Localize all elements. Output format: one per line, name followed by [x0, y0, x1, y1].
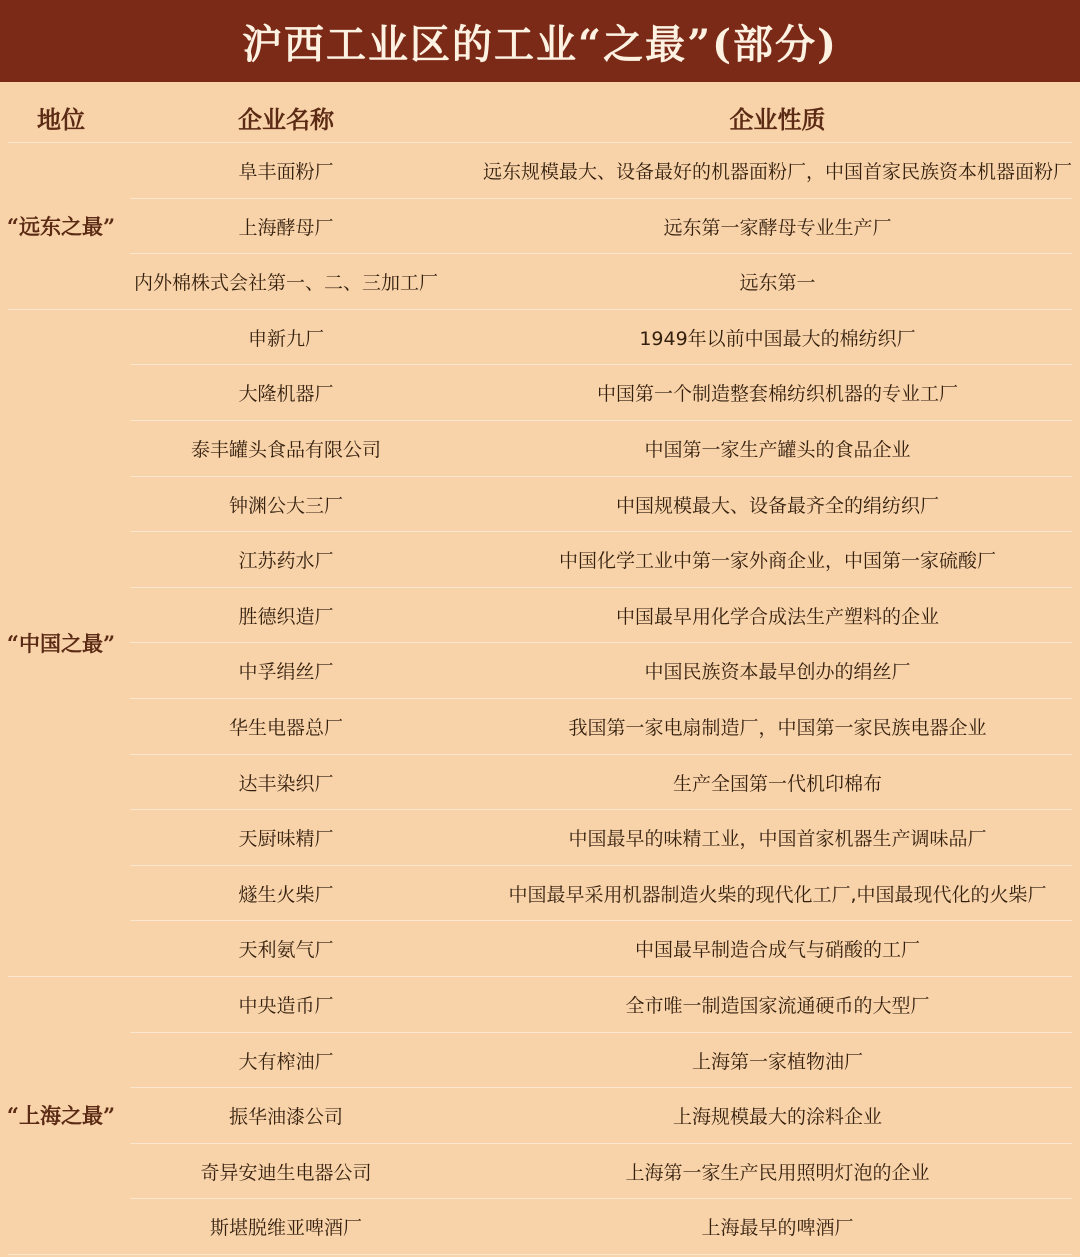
table-row [0, 920, 1080, 976]
table-row [0, 1143, 1080, 1199]
rank-group-label: “远东之最” [6, 213, 116, 239]
group-divider [8, 1254, 1072, 1255]
table-row [0, 364, 1080, 420]
table-row [0, 809, 1080, 865]
header-company-name: 企业名称 [238, 104, 334, 134]
company-name-cell: 申新九厂 [247, 327, 324, 350]
company-name-cell: 奇异安迪生电器公司 [200, 1161, 372, 1184]
company-nature-cell: 中国第一家生产罐头的食品企业 [644, 438, 911, 461]
company-name-cell: 天厨味精厂 [238, 827, 334, 850]
company-name-cell: 胜德织造厂 [238, 605, 334, 628]
company-nature-cell: 中国最早制造合成气与硝酸的工厂 [634, 938, 920, 961]
company-nature-cell: 远东第一 [739, 271, 816, 294]
header-company-nature: 企业性质 [729, 104, 826, 134]
table-row [0, 1032, 1080, 1088]
table-row [0, 698, 1080, 754]
company-nature-cell: 中国最早采用机器制造火柴的现代化工厂,中国最现代化的火柴厂 [508, 883, 1047, 906]
rank-group-label: “上海之最” [6, 1103, 116, 1128]
company-name-cell: 斯堪脱维亚啤酒厂 [209, 1216, 362, 1239]
table-row [0, 754, 1080, 810]
company-nature-cell: 远东规模最大、设备最好的机器面粉厂，中国首家民族资本机器面粉厂 [482, 160, 1072, 183]
table-row [0, 531, 1080, 587]
company-name-cell: 泰丰罐头食品有限公司 [190, 438, 381, 461]
company-nature-cell: 中国化学工业中第一家外商企业，中国第一家硫酸厂 [558, 549, 996, 572]
table-row [0, 1087, 1080, 1143]
company-name-cell: 江苏药水厂 [238, 549, 334, 572]
company-name-cell: 大隆机器厂 [238, 382, 334, 405]
company-name-cell: 阜丰面粉厂 [238, 160, 334, 183]
company-nature-cell: 上海规模最大的涂料企业 [672, 1105, 882, 1128]
company-name-cell: 中孚绢丝厂 [238, 660, 334, 683]
company-nature-cell: 上海最早的啤酒厂 [701, 1216, 854, 1239]
company-nature-cell: 我国第一家电扇制造厂，中国第一家民族电器企业 [568, 716, 987, 739]
table-row [0, 142, 1080, 198]
company-nature-cell: 中国第一个制造整套棉纺织机器的专业工厂 [596, 382, 958, 405]
table-row [0, 476, 1080, 532]
header-rank: 地位 [37, 104, 85, 134]
company-name-cell: 钟渊公大三厂 [228, 494, 343, 517]
table-row [0, 865, 1080, 921]
table-row [0, 587, 1080, 643]
company-nature-cell: 中国规模最大、设备最齐全的绢纺织厂 [615, 494, 939, 517]
company-nature-cell: 中国最早用化学合成法生产塑料的企业 [615, 605, 939, 628]
table-row [0, 420, 1080, 476]
table-row [0, 642, 1080, 698]
table-row [0, 1198, 1080, 1254]
title-banner [0, 0, 1080, 82]
company-name-cell: 上海酵母厂 [238, 216, 334, 239]
company-name-cell: 中央造币厂 [238, 994, 334, 1017]
company-name-cell: 天利氨气厂 [238, 938, 334, 961]
company-name-cell: 振华油漆公司 [228, 1105, 343, 1128]
table-row [0, 198, 1080, 254]
company-nature-cell: 全市唯一制造国家流通硬币的大型厂 [625, 994, 930, 1017]
table-row [0, 253, 1080, 309]
company-nature-cell: 上海第一家生产民用照明灯泡的企业 [625, 1161, 930, 1184]
company-name-cell: 达丰染织厂 [238, 772, 334, 795]
company-nature-cell: 上海第一家植物油厂 [691, 1050, 863, 1073]
company-nature-cell: 生产全国第一代机印棉布 [672, 772, 882, 795]
table-row [0, 309, 1080, 365]
company-name-cell: 华生电器总厂 [228, 716, 343, 739]
company-name-cell: 燧生火柴厂 [238, 883, 334, 906]
company-name-cell: 大有榨油厂 [238, 1050, 334, 1073]
page-title: 沪西工业区的工业“之最”(部分) [242, 20, 838, 68]
company-nature-cell: 1949年以前中国最大的棉纺织厂 [639, 327, 916, 350]
rank-group-label: “中国之最” [6, 630, 116, 656]
company-nature-cell: 远东第一家酵母专业生产厂 [663, 216, 892, 239]
company-nature-cell: 中国民族资本最早创办的绢丝厂 [644, 660, 911, 683]
table-row [0, 976, 1080, 1032]
company-name-cell: 内外棉株式会社第一、二、三加工厂 [133, 271, 438, 294]
company-nature-cell: 中国最早的味精工业，中国首家机器生产调味品厂 [568, 827, 987, 850]
